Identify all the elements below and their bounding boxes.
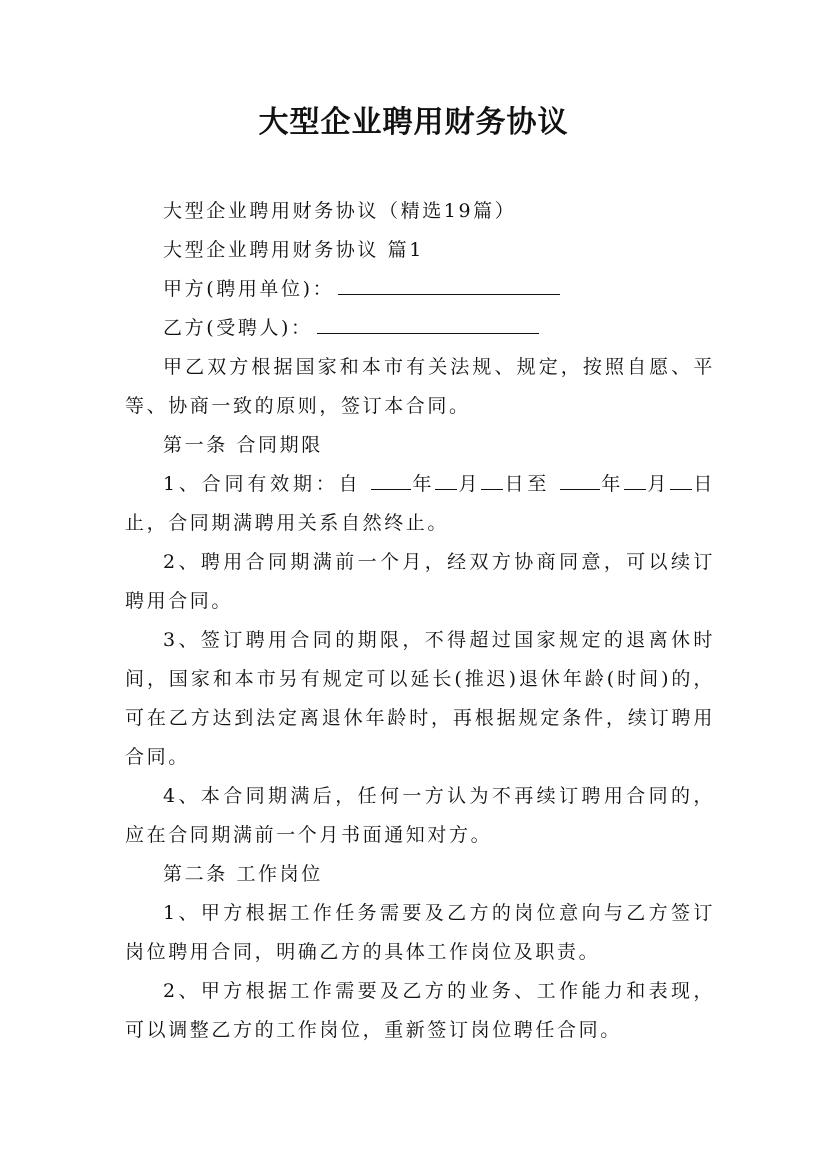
article1-item2: 2、聘用合同期满前一个月，经双方协商同意，可以续订聘用合同。 bbox=[125, 551, 715, 612]
end-day-blank bbox=[670, 467, 692, 490]
year-label: 年 bbox=[411, 473, 436, 495]
article1-item3: 3、签订聘用合同的期限，不得超过国家规定的退离休时间，国家和本市另有规定可以延长(推迟)退休年龄(时间)的，可在乙方达到法定离退休年龄时，再根据规定条件，续订聘用合同。 bbox=[125, 629, 715, 768]
intro-paragraph: 甲乙双方根据国家和本市有关法规、规定，按照自愿、平等、协商一致的原则，签订本合同。 bbox=[125, 356, 715, 417]
party-b-line bbox=[125, 309, 715, 348]
party-a-label: 甲方(聘用单位)： bbox=[163, 278, 335, 300]
term-text-end: 日止，合同期满聘用关系自然终止。 bbox=[125, 473, 716, 534]
party-a-line bbox=[125, 270, 715, 309]
article1-item4: 4、本合同期满后，任何一方认为不再续订聘用合同的，应在合同期满前一个月书面通知对方。 bbox=[125, 785, 715, 846]
start-year-blank bbox=[371, 467, 411, 490]
month-label: 月 bbox=[457, 473, 482, 495]
start-month-blank bbox=[435, 467, 457, 490]
document-body bbox=[125, 192, 715, 1050]
end-year-blank bbox=[560, 467, 600, 490]
party-a-blank bbox=[338, 272, 560, 295]
term-text-from: 1、合同有效期：自 bbox=[163, 473, 372, 495]
year-label: 年 bbox=[600, 473, 625, 495]
document-title: 大型企业聘用财务协议 bbox=[258, 105, 569, 140]
party-b-label: 乙方(受聘人)： bbox=[163, 317, 313, 339]
month-label: 月 bbox=[646, 473, 671, 495]
end-month-blank bbox=[624, 467, 646, 490]
section-heading: 大型企业聘用财务协议 篇1 bbox=[163, 239, 424, 261]
term-text-to: 日至 bbox=[503, 473, 561, 495]
article1-item1 bbox=[125, 465, 715, 543]
start-day-blank bbox=[481, 467, 503, 490]
article2-item2: 2、甲方根据工作需要及乙方的业务、工作能力和表现，可以调整乙方的工作岗位，重新签订岗位聘任合同。 bbox=[125, 980, 715, 1041]
article2-item1: 1、甲方根据工作任务需要及乙方的岗位意向与乙方签订岗位聘用合同，明确乙方的具体工作岗位及职责。 bbox=[125, 902, 715, 963]
article2-heading: 第二条 工作岗位 bbox=[163, 863, 323, 885]
document-subtitle: 大型企业聘用财务协议（精选19篇） bbox=[163, 200, 517, 222]
party-b-blank bbox=[317, 311, 539, 334]
article1-heading: 第一条 合同期限 bbox=[163, 434, 323, 456]
